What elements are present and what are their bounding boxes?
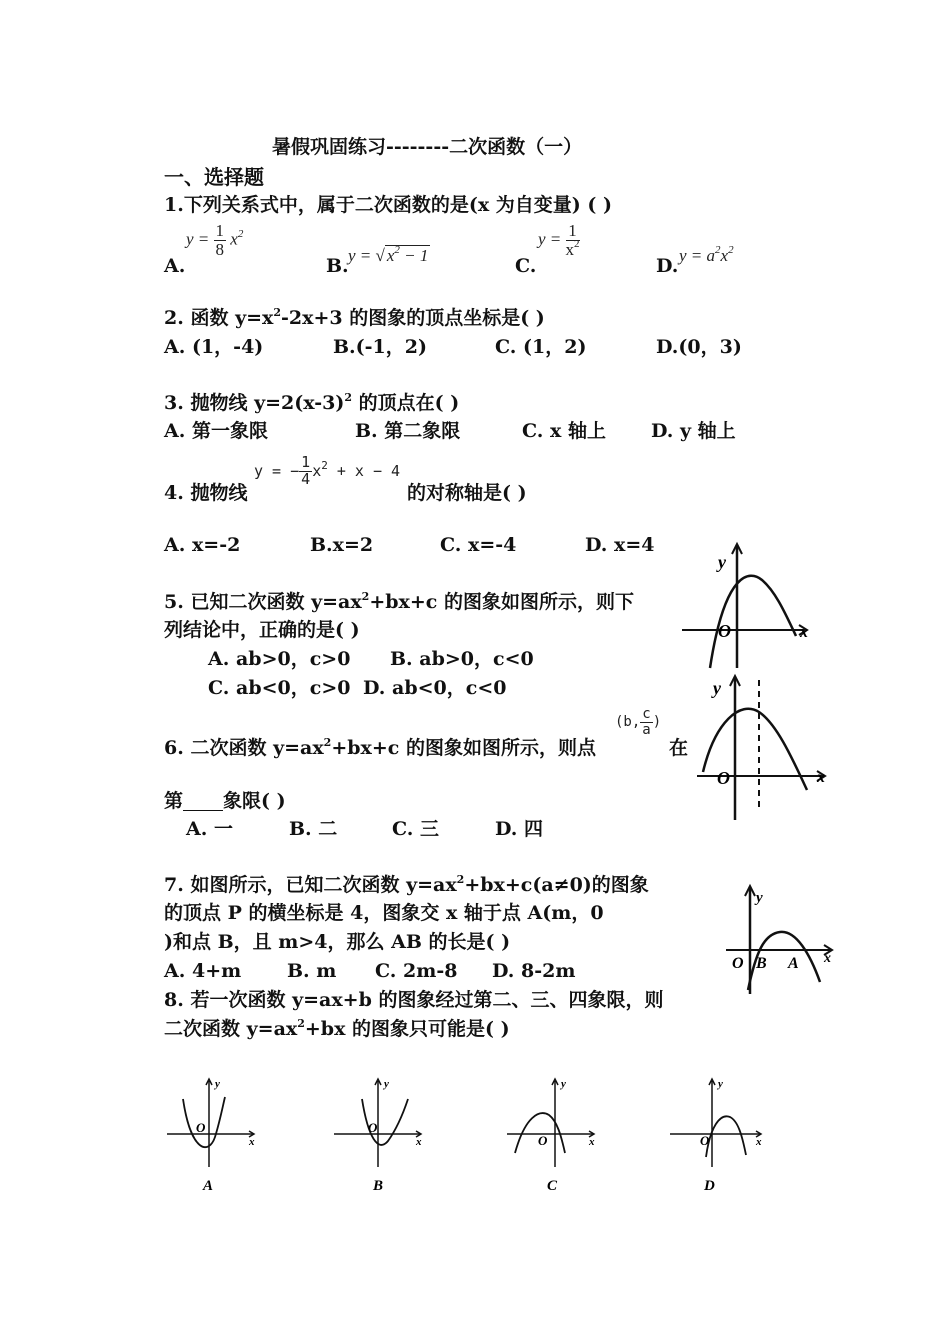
q7-stem-line3: )和点 B，且 m>4，那么 AB 的长是( )	[164, 931, 511, 953]
q1-option-d-label: D.	[656, 255, 679, 277]
q1-option-b-formula: y = √ $x^2 - 1$	[348, 244, 429, 265]
q8-stem-line2: 二次函数 $y=ax^2+bx$ 的图象只可能是( )	[164, 1016, 510, 1040]
svg-text:O: O	[538, 1133, 548, 1148]
q7-fig-a-label: A	[788, 955, 799, 972]
q7-option-d: D. 8-2m	[492, 960, 576, 982]
q8-figure-c	[505, 1075, 605, 1200]
q2-stem: 2. 函数 $y=x^2-2x+3$ 的图象的顶点坐标是( )	[164, 305, 545, 329]
q5-option-d: D. ab<0，c<0	[363, 677, 507, 699]
q2-option-c: C. (1，2)	[495, 336, 587, 358]
q2-option-d: D.(0，3)	[656, 336, 742, 358]
q4-option-b: B.x=2	[310, 534, 374, 556]
q6-fig-origin-label: O	[717, 768, 730, 788]
q1-stem: 1.下列关系式中，属于二次函数的是(x 为自变量) ( )	[164, 194, 612, 216]
svg-text:O: O	[700, 1133, 710, 1148]
q5-parabola-figure	[680, 540, 820, 670]
q6-parabola-figure	[695, 672, 840, 822]
q8-figure-b-label: B	[373, 1178, 384, 1194]
svg-text:x: x	[249, 1136, 255, 1148]
q2-option-a: A. (1，-4)	[164, 336, 264, 358]
q6-option-d: D. 四	[495, 818, 544, 840]
q3-option-c: C. x 轴上	[522, 420, 606, 442]
q7-parabola-figure	[722, 882, 847, 997]
q8-figure-b	[332, 1075, 432, 1200]
q3-stem: 3. 抛物线 $y=2(x-3)^2$ 的顶点在( )	[164, 390, 460, 414]
q6-fig-x-label: x	[817, 769, 825, 786]
svg-text:x: x	[589, 1136, 595, 1148]
q2-option-b: B.(-1，2)	[333, 336, 427, 358]
q7-fig-b-label: B	[756, 955, 767, 972]
q5-fig-y-label: y	[718, 552, 726, 572]
q6-stem-line1-end: 在	[669, 737, 689, 759]
q7-fig-x-label: x	[824, 951, 831, 966]
q6-option-b: B. 二	[289, 818, 338, 840]
svg-text:y: y	[384, 1078, 389, 1090]
q8-figure-a	[165, 1075, 265, 1200]
q4-formula: y = − $\frac{1}{4}$ $x^2 + x - 4$	[254, 453, 401, 488]
q4-stem-start: 4. 抛物线	[164, 482, 248, 504]
q4-stem-end: 的对称轴是( )	[407, 482, 527, 504]
q5-stem-line1: 5. 已知二次函数 $y=ax^2+bx+c$ 的图象如图所示，则下	[164, 589, 634, 613]
svg-text:O: O	[368, 1120, 378, 1135]
q7-fig-origin-label: O	[732, 955, 744, 972]
q7-option-b: B. m	[287, 960, 337, 982]
q1-option-c-label: C.	[515, 255, 537, 277]
page-title: 暑假巩固练习--------二次函数（一）	[272, 136, 583, 158]
q8-figure-d-label: D	[704, 1178, 715, 1194]
svg-text:x: x	[416, 1136, 422, 1148]
q5-option-c: C. ab<0，c>0	[208, 677, 351, 699]
q4-option-c: C. x=-4	[440, 534, 517, 556]
q6-option-a: A. 一	[186, 818, 233, 840]
q1-option-c-formula: y = $\frac{1}{x^2}$	[538, 221, 580, 259]
q5-fig-origin-label: O	[718, 621, 731, 641]
svg-text:O: O	[196, 1120, 206, 1135]
q8-figure-a-label: A	[203, 1178, 214, 1194]
q3-option-b: B. 第二象限	[355, 420, 461, 442]
svg-text:x: x	[756, 1136, 762, 1148]
q4-option-a: A. x=-2	[164, 534, 241, 556]
svg-text:y: y	[561, 1078, 566, 1090]
svg-text:y: y	[215, 1078, 220, 1090]
q5-option-b: B. ab>0，c<0	[390, 648, 534, 670]
q5-fig-x-label: x	[800, 624, 808, 641]
q7-option-a: A. 4+m	[164, 960, 242, 982]
section-heading: 一、选择题	[164, 165, 264, 189]
q7-stem-line1: 7. 如图所示，已知二次函数 $y=ax^2+bx+c(a\ne 0)$的图象	[164, 872, 649, 896]
q1-option-a-label: A.	[164, 255, 186, 277]
q7-fig-y-label: y	[756, 890, 763, 906]
q5-stem-line2: 列结论中，正确的是( )	[164, 619, 360, 641]
q8-figure-c-label: C	[547, 1178, 558, 1194]
q3-option-a: A. 第一象限	[164, 420, 268, 442]
q6-point-formula: (b, $\frac{c}{a}$ )	[615, 706, 662, 738]
q8-stem-line1: 8. 若一次函数 y=ax+b 的图象经过第二、三、四象限，则	[164, 989, 664, 1011]
q4-option-d: D. x=4	[585, 534, 655, 556]
q1-option-b-label: B.	[326, 255, 349, 277]
q6-stem-line2: 第 象限( )	[164, 790, 286, 812]
q6-stem-line1: 6. 二次函数 $y=ax^2+bx+c$ 的图象如图所示，则点	[164, 735, 596, 759]
q6-fig-y-label: y	[713, 678, 721, 698]
q7-stem-line2: 的顶点 P 的横坐标是 4，图象交 x 轴于点 A(m，0	[164, 902, 604, 924]
q3-option-d: D. y 轴上	[651, 420, 736, 442]
svg-text:y: y	[718, 1078, 723, 1090]
q1-option-d-formula: $y = a^2x^2$	[679, 244, 734, 265]
q7-option-c: C. 2m-8	[375, 960, 458, 982]
q5-option-a: A. ab>0，c>0	[208, 648, 351, 670]
q8-figure-d	[668, 1075, 768, 1200]
q6-option-c: C. 三	[392, 818, 440, 840]
q1-option-a-formula: y = $\frac{1}{8}$ $x^2$	[186, 221, 244, 259]
